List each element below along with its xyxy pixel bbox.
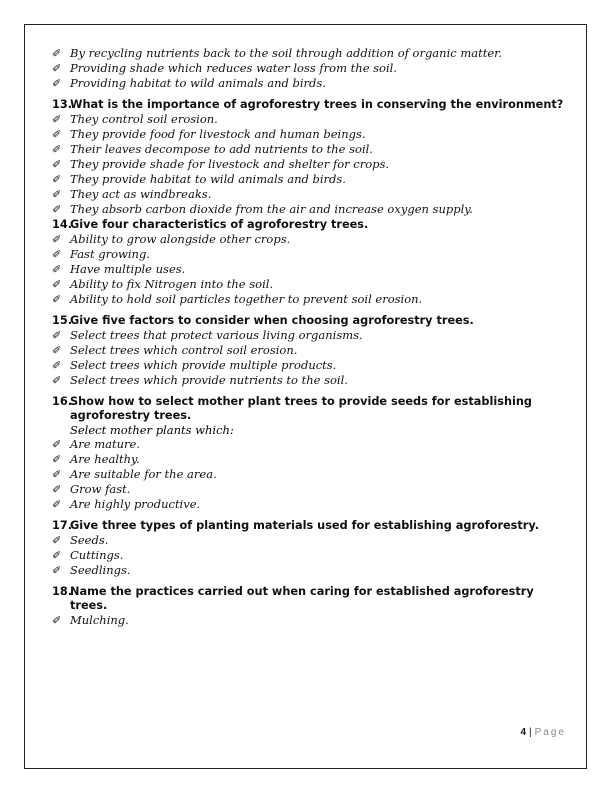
list-item: ✐ They provide food for livestock and human beings.: [52, 127, 366, 141]
question-15: [52, 314, 572, 388]
pencil-bullet-icon: ✐: [52, 233, 62, 246]
pencil-bullet-icon: ✐: [52, 614, 62, 627]
question-intro: Select mother plants which:: [70, 423, 234, 437]
list-item: ✐ They provide habitat to wild animals and birds.: [52, 172, 346, 186]
page-label: Page: [534, 727, 566, 738]
list-item: ✐ Select trees which provide multiple products.: [52, 358, 337, 372]
intro-list: [52, 46, 572, 91]
page-footer: [520, 727, 566, 738]
list-item: ✐ Ability to grow alongside other crops.: [52, 232, 291, 246]
pencil-bullet-icon: ✐: [52, 173, 62, 186]
list-item: ✐ Are suitable for the area.: [52, 467, 217, 481]
pencil-bullet-icon: ✐: [52, 293, 62, 306]
list-item: ✐ Select trees which control soil erosion.: [52, 343, 298, 357]
list-item: ✐ Their leaves decompose to add nutrients to the soil.: [52, 142, 373, 156]
pencil-bullet-icon: ✐: [52, 203, 62, 216]
document-body: [52, 46, 572, 628]
list-item: ✐ Select trees which provide nutrients to the soil.: [52, 373, 348, 387]
pencil-bullet-icon: ✐: [52, 438, 62, 451]
list-item: ✐ They control soil erosion.: [52, 112, 218, 126]
list-item: ✐ Mulching.: [52, 613, 129, 627]
question-14: [52, 218, 572, 307]
pencil-bullet-icon: ✐: [52, 374, 62, 387]
pencil-bullet-icon: ✐: [52, 329, 62, 342]
list-item: ✐ Ability to hold soil particles together to prevent soil erosion.: [52, 292, 423, 306]
question-13: [52, 98, 572, 217]
question-17: [52, 519, 572, 578]
question-heading: 16. Show how to select mother plant trees to provide seeds for establishing agroforestry trees.: [52, 395, 532, 422]
list-item: ✐ Have multiple uses.: [52, 262, 186, 276]
pencil-bullet-icon: ✐: [52, 263, 62, 276]
pencil-bullet-icon: ✐: [52, 278, 62, 291]
pencil-bullet-icon: ✐: [52, 359, 62, 372]
page-number: 4: [520, 727, 527, 738]
list-item: ✐ Select trees that protect various living organisms.: [52, 328, 363, 342]
list-item: ✐ Seeds.: [52, 533, 109, 547]
pencil-bullet-icon: ✐: [52, 498, 62, 511]
question-heading: 15. Give five factors to consider when choosing agroforestry trees.: [52, 314, 474, 327]
list-item: ✐ Cuttings.: [52, 548, 124, 562]
list-item: ✐ Grow fast.: [52, 482, 131, 496]
list-item: ✐ Providing shade which reduces water loss from the soil.: [52, 61, 397, 75]
pencil-bullet-icon: ✐: [52, 113, 62, 126]
pencil-bullet-icon: ✐: [52, 128, 62, 141]
pencil-bullet-icon: ✐: [52, 564, 62, 577]
pencil-bullet-icon: ✐: [52, 549, 62, 562]
question-heading: 18. Name the practices carried out when caring for established agroforestry trees.: [52, 585, 534, 612]
question-18: [52, 585, 572, 628]
pencil-bullet-icon: ✐: [52, 534, 62, 547]
list-item: ✐ They provide shade for livestock and shelter for crops.: [52, 157, 390, 171]
list-item: ✐ Are highly productive.: [52, 497, 201, 511]
list-item: ✐ Fast growing.: [52, 247, 150, 261]
question-heading: 13. What is the importance of agroforestry trees in conserving the environment?: [52, 98, 564, 111]
list-item: ✐ By recycling nutrients back to the soil through addition of organic matter.: [52, 46, 503, 60]
pencil-bullet-icon: ✐: [52, 188, 62, 201]
pencil-bullet-icon: ✐: [52, 143, 62, 156]
question-heading: 17. Give three types of planting materials used for establishing agroforestry.: [52, 519, 539, 532]
list-item: ✐ Providing habitat to wild animals and birds.: [52, 76, 326, 90]
list-item: ✐ Ability to fix Nitrogen into the soil.: [52, 277, 274, 291]
pencil-bullet-icon: ✐: [52, 453, 62, 466]
pencil-bullet-icon: ✐: [52, 483, 62, 496]
pencil-bullet-icon: ✐: [52, 248, 62, 261]
pencil-bullet-icon: ✐: [52, 62, 62, 75]
list-item: ✐ They absorb carbon dioxide from the air and increase oxygen supply.: [52, 202, 473, 216]
pencil-bullet-icon: ✐: [52, 344, 62, 357]
pencil-bullet-icon: ✐: [52, 77, 62, 90]
question-16: [52, 395, 572, 512]
footer-separator: |: [529, 727, 532, 738]
question-heading: 14. Give four characteristics of agroforestry trees.: [52, 218, 369, 231]
pencil-bullet-icon: ✐: [52, 158, 62, 171]
pencil-bullet-icon: ✐: [52, 47, 62, 60]
list-item: ✐ Seedlings.: [52, 563, 131, 577]
list-item: ✐ Are healthy.: [52, 452, 140, 466]
list-item: ✐ Are mature.: [52, 437, 141, 451]
pencil-bullet-icon: ✐: [52, 468, 62, 481]
list-item: ✐ They act as windbreaks.: [52, 187, 212, 201]
